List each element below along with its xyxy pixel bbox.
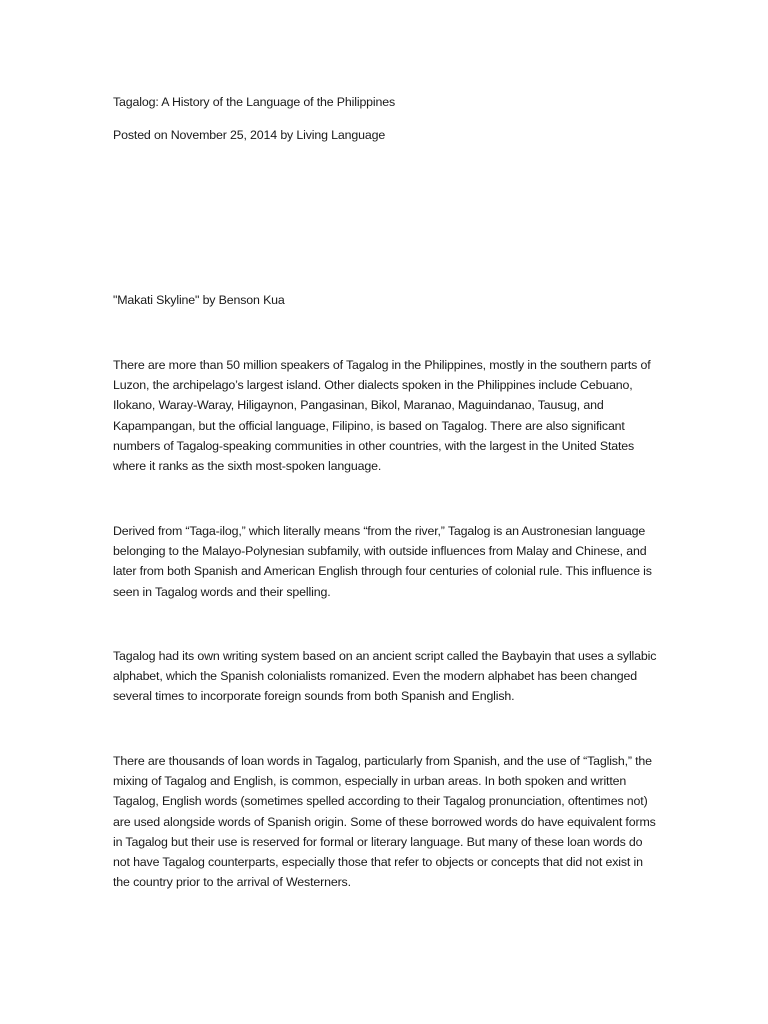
paragraph-4: There are thousands of loan words in Tagalog, particularly from Spanish, and the use of “Taglish,” the mixing of Tagalog and English, is common, especially in urban areas. In both spoken and written Tagalog, English words (sometimes spelled according to their Tagalog pronunciation, oftentimes not) are used alongside words of Spanish origin. Some of these borrowed words do have equivalent forms in Tagalog but their use is reserved for formal or literary language. But many of these loan words do not have Tagalog counterparts, especially those that refer to objects or concepts that did not exist in the country prior to the arrival of Westerners. (113, 754, 656, 890)
image-caption: "Makati Skyline" by Benson Kua (113, 293, 285, 307)
paragraph-1: There are more than 50 million speakers of Tagalog in the Philippines, mostly in the southern parts of Luzon, the archipelago’s largest island. Other dialects spoken in the Philippines include Cebuano, Ilokano, Waray-Waray, Hiligaynon, Pangasinan, Bikol, Maranao, Maguindanao, Tausug, and Kapampangan, but the official language, Filipino, is based on Tagalog. There are also significant numbers of Tagalog-speaking communities in other countries, with the largest in the United States where it ranks as the sixth most-spoken language. (113, 358, 651, 474)
article-byline: Posted on November 25, 2014 by Living Language (113, 128, 386, 142)
article-title: Tagalog: A History of the Language of the Philippines (113, 95, 396, 109)
paragraph-2: Derived from “Taga-ilog,” which literally means “from the river,” Tagalog is an Austronesian language belonging to the Malayo-Polynesian subfamily, with outside influences from Malay and Chinese, and later from both Spanish and American English through four centuries of colonial rule. This influence is seen in Tagalog words and their spelling. (113, 524, 652, 599)
paragraph-3: Tagalog had its own writing system based on an ancient script called the Baybayin that uses a syllabic alphabet, which the Spanish colonialists romanized. Even the modern alphabet has been changed several times to incorporate foreign sounds from both Spanish and English. (113, 649, 657, 704)
